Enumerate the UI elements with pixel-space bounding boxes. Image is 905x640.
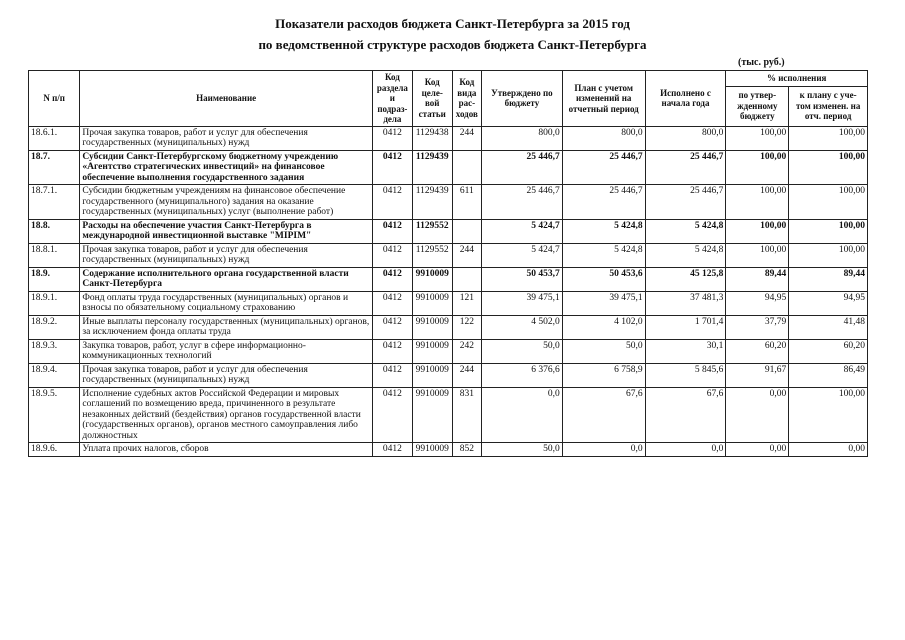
cell-plan: 50 453,6 bbox=[562, 267, 645, 291]
col-header-vid: Код вида рас- ходов bbox=[452, 71, 481, 127]
cell-pct-approved: 0,00 bbox=[726, 387, 789, 443]
cell-num: 18.9.6. bbox=[29, 443, 80, 457]
cell-razdel: 0412 bbox=[372, 126, 412, 150]
cell-pct-approved: 89,44 bbox=[726, 267, 789, 291]
table-row bbox=[29, 443, 868, 457]
cell-vid bbox=[452, 267, 481, 291]
cell-pct-approved: 37,79 bbox=[726, 315, 789, 339]
budget-table bbox=[28, 70, 868, 457]
cell-pct-plan: 100,00 bbox=[789, 387, 868, 443]
cell-name: Прочая закупка товаров, работ и услуг для обеспечения государственных (муниципальных) нужд bbox=[80, 243, 373, 267]
cell-name: Субсидии Санкт-Петербургскому бюджетному учреждению «Агентство стратегических инвестиций» на финансовое обеспечение выполнения государственного задания bbox=[80, 150, 373, 185]
cell-executed: 30,1 bbox=[645, 339, 726, 363]
cell-approved: 5 424,7 bbox=[482, 243, 563, 267]
table-body bbox=[29, 126, 868, 456]
cell-pct-plan: 100,00 bbox=[789, 126, 868, 150]
cell-name: Прочая закупка товаров, работ и услуг для обеспечения государственных (муниципальных) нужд bbox=[80, 363, 373, 387]
cell-razdel: 0412 bbox=[372, 339, 412, 363]
table-row bbox=[29, 387, 868, 443]
cell-vid bbox=[452, 150, 481, 185]
col-header-pct-plan: к плану с уче- том изменен. на отч. период bbox=[789, 86, 868, 126]
cell-name: Уплата прочих налогов, сборов bbox=[80, 443, 373, 457]
cell-num: 18.9. bbox=[29, 267, 80, 291]
cell-statya: 1129438 bbox=[412, 126, 452, 150]
cell-plan: 25 446,7 bbox=[562, 150, 645, 185]
cell-vid: 244 bbox=[452, 243, 481, 267]
cell-name: Иные выплаты персоналу государственных (муниципальных) органов, за исключением фонда оплаты труда bbox=[80, 315, 373, 339]
cell-executed: 67,6 bbox=[645, 387, 726, 443]
cell-pct-approved: 60,20 bbox=[726, 339, 789, 363]
table-row bbox=[29, 219, 868, 243]
cell-razdel: 0412 bbox=[372, 150, 412, 185]
col-header-num: N п/п bbox=[29, 71, 80, 127]
cell-pct-plan: 94,95 bbox=[789, 291, 868, 315]
cell-pct-approved: 100,00 bbox=[726, 219, 789, 243]
col-header-razdel: Код раздела и подраз- дела bbox=[372, 71, 412, 127]
header-row bbox=[29, 71, 868, 87]
cell-num: 18.9.1. bbox=[29, 291, 80, 315]
cell-statya: 1129439 bbox=[412, 150, 452, 185]
cell-plan: 25 446,7 bbox=[562, 185, 645, 220]
cell-pct-approved: 91,67 bbox=[726, 363, 789, 387]
cell-razdel: 0412 bbox=[372, 243, 412, 267]
col-header-executed: Исполнено с начала года bbox=[645, 71, 726, 127]
cell-plan: 5 424,8 bbox=[562, 243, 645, 267]
cell-vid: 831 bbox=[452, 387, 481, 443]
cell-executed: 45 125,8 bbox=[645, 267, 726, 291]
cell-num: 18.8.1. bbox=[29, 243, 80, 267]
col-header-pct-group: % исполнения bbox=[726, 71, 868, 87]
cell-statya: 9910009 bbox=[412, 291, 452, 315]
cell-name: Субсидии бюджетным учреждениям на финансовое обеспечение государственного (муниципального) задания на оказание государственных (муниципальных) услуг (выполнение работ) bbox=[80, 185, 373, 220]
cell-num: 18.9.4. bbox=[29, 363, 80, 387]
cell-num: 18.7. bbox=[29, 150, 80, 185]
cell-pct-approved: 100,00 bbox=[726, 185, 789, 220]
cell-pct-approved: 100,00 bbox=[726, 150, 789, 185]
col-header-name: Наименование bbox=[80, 71, 373, 127]
cell-plan: 6 758,9 bbox=[562, 363, 645, 387]
cell-pct-plan: 41,48 bbox=[789, 315, 868, 339]
cell-razdel: 0412 bbox=[372, 185, 412, 220]
table-row bbox=[29, 363, 868, 387]
cell-statya: 9910009 bbox=[412, 443, 452, 457]
cell-plan: 39 475,1 bbox=[562, 291, 645, 315]
cell-approved: 50,0 bbox=[482, 339, 563, 363]
cell-approved: 25 446,7 bbox=[482, 150, 563, 185]
cell-statya: 1129552 bbox=[412, 219, 452, 243]
cell-executed: 5 845,6 bbox=[645, 363, 726, 387]
cell-approved: 50 453,7 bbox=[482, 267, 563, 291]
cell-statya: 1129439 bbox=[412, 185, 452, 220]
cell-plan: 50,0 bbox=[562, 339, 645, 363]
cell-plan: 800,0 bbox=[562, 126, 645, 150]
cell-approved: 50,0 bbox=[482, 443, 563, 457]
cell-statya: 9910009 bbox=[412, 315, 452, 339]
cell-vid: 611 bbox=[452, 185, 481, 220]
cell-executed: 25 446,7 bbox=[645, 150, 726, 185]
cell-razdel: 0412 bbox=[372, 267, 412, 291]
cell-executed: 5 424,8 bbox=[645, 219, 726, 243]
cell-num: 18.9.3. bbox=[29, 339, 80, 363]
cell-statya: 1129552 bbox=[412, 243, 452, 267]
cell-razdel: 0412 bbox=[372, 387, 412, 443]
cell-approved: 0,0 bbox=[482, 387, 563, 443]
cell-vid: 122 bbox=[452, 315, 481, 339]
cell-razdel: 0412 bbox=[372, 291, 412, 315]
cell-pct-plan: 100,00 bbox=[789, 150, 868, 185]
cell-razdel: 0412 bbox=[372, 443, 412, 457]
cell-statya: 9910009 bbox=[412, 339, 452, 363]
cell-statya: 9910009 bbox=[412, 363, 452, 387]
cell-pct-approved: 100,00 bbox=[726, 126, 789, 150]
cell-approved: 39 475,1 bbox=[482, 291, 563, 315]
cell-plan: 0,0 bbox=[562, 443, 645, 457]
cell-name: Содержание исполнительного органа государственной власти Санкт-Петербурга bbox=[80, 267, 373, 291]
cell-razdel: 0412 bbox=[372, 219, 412, 243]
cell-name: Прочая закупка товаров, работ и услуг для обеспечения государственных (муниципальных) нужд bbox=[80, 126, 373, 150]
cell-executed: 37 481,3 bbox=[645, 291, 726, 315]
cell-pct-plan: 60,20 bbox=[789, 339, 868, 363]
table-row bbox=[29, 315, 868, 339]
cell-name: Исполнение судебных актов Российской Федерации и мировых соглашений по возмещению вреда, причиненного в результате незаконных действий (бездействия) органов государственной власти (государственных органов), органов местного самоуправления либо должностных bbox=[80, 387, 373, 443]
cell-name: Фонд оплаты труда государственных (муниципальных) органов и взносы по обязательному социальному страхованию bbox=[80, 291, 373, 315]
cell-approved: 6 376,6 bbox=[482, 363, 563, 387]
cell-pct-plan: 86,49 bbox=[789, 363, 868, 387]
cell-num: 18.6.1. bbox=[29, 126, 80, 150]
cell-plan: 4 102,0 bbox=[562, 315, 645, 339]
cell-num: 18.7.1. bbox=[29, 185, 80, 220]
cell-approved: 25 446,7 bbox=[482, 185, 563, 220]
cell-vid bbox=[452, 219, 481, 243]
table-row bbox=[29, 126, 868, 150]
cell-executed: 25 446,7 bbox=[645, 185, 726, 220]
cell-num: 18.8. bbox=[29, 219, 80, 243]
cell-approved: 800,0 bbox=[482, 126, 563, 150]
cell-executed: 800,0 bbox=[645, 126, 726, 150]
table-row bbox=[29, 150, 868, 185]
report-subtitle: по ведомственной структуре расходов бюджета Санкт-Петербурга bbox=[258, 37, 647, 52]
cell-pct-approved: 94,95 bbox=[726, 291, 789, 315]
cell-num: 18.9.2. bbox=[29, 315, 80, 339]
cell-vid: 244 bbox=[452, 363, 481, 387]
cell-pct-approved: 100,00 bbox=[726, 243, 789, 267]
table-row bbox=[29, 185, 868, 220]
cell-executed: 0,0 bbox=[645, 443, 726, 457]
col-header-plan: План с учетом изменений на отчетный период bbox=[562, 71, 645, 127]
cell-executed: 1 701,4 bbox=[645, 315, 726, 339]
cell-razdel: 0412 bbox=[372, 363, 412, 387]
col-header-statya: Код целе- вой статьи bbox=[412, 71, 452, 127]
cell-vid: 242 bbox=[452, 339, 481, 363]
cell-pct-plan: 0,00 bbox=[789, 443, 868, 457]
table-row bbox=[29, 243, 868, 267]
cell-pct-approved: 0,00 bbox=[726, 443, 789, 457]
cell-name: Расходы на обеспечение участия Санкт-Петербурга в международной инвестиционной выставке "MIPIM" bbox=[80, 219, 373, 243]
cell-pct-plan: 100,00 bbox=[789, 219, 868, 243]
cell-statya: 9910009 bbox=[412, 267, 452, 291]
cell-approved: 5 424,7 bbox=[482, 219, 563, 243]
cell-plan: 5 424,8 bbox=[562, 219, 645, 243]
table-row bbox=[29, 339, 868, 363]
cell-plan: 67,6 bbox=[562, 387, 645, 443]
table-row bbox=[29, 291, 868, 315]
cell-vid: 121 bbox=[452, 291, 481, 315]
cell-vid: 244 bbox=[452, 126, 481, 150]
cell-statya: 9910009 bbox=[412, 387, 452, 443]
cell-pct-plan: 100,00 bbox=[789, 185, 868, 220]
cell-razdel: 0412 bbox=[372, 315, 412, 339]
report-title: Показатели расходов бюджета Санкт-Петербурга за 2015 год bbox=[275, 16, 630, 31]
cell-vid: 852 bbox=[452, 443, 481, 457]
col-header-approved: Утверждено по бюджету bbox=[482, 71, 563, 127]
cell-pct-plan: 89,44 bbox=[789, 267, 868, 291]
table-row bbox=[29, 267, 868, 291]
cell-pct-plan: 100,00 bbox=[789, 243, 868, 267]
units-label: (тыс. руб.) bbox=[738, 57, 785, 68]
cell-approved: 4 502,0 bbox=[482, 315, 563, 339]
cell-name: Закупка товаров, работ, услуг в сфере информационно-коммуникационных технологий bbox=[80, 339, 373, 363]
col-header-pct-approved: по утвер- жденному бюджету bbox=[726, 86, 789, 126]
cell-executed: 5 424,8 bbox=[645, 243, 726, 267]
cell-num: 18.9.5. bbox=[29, 387, 80, 443]
